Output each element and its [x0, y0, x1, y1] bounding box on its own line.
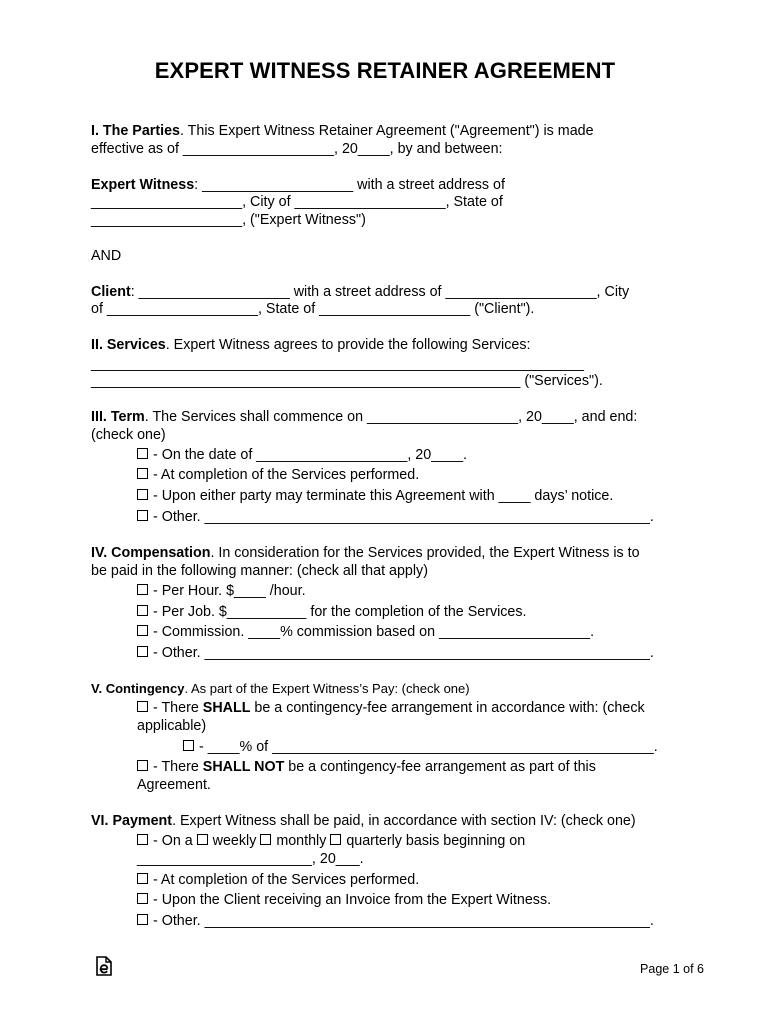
payment-option: - Other. ________________________________________________________. — [137, 912, 737, 930]
checkbox[interactable] — [137, 646, 148, 657]
payment-heading: VI. Payment — [91, 813, 173, 829]
services-line-1: II. Services. Expert Witness agrees to provide the following Services: — [91, 337, 531, 353]
contingency-option-shall-line-2: applicable) — [137, 718, 207, 734]
client-line-1: Client: ___________________ with a street address of ___________________, City — [91, 284, 630, 300]
compensation-heading: IV. Compensation — [91, 545, 211, 561]
compensation-line-1: IV. Compensation. In consideration for the Services provided, the Expert Witness is to — [91, 545, 640, 561]
compensation-option: - Per Hour. $____ /hour. — [137, 582, 737, 600]
checkbox[interactable] — [137, 914, 148, 925]
payment-option-schedule-line-2: ______________________, 20___. — [137, 851, 364, 867]
term-option: - On the date of ___________________, 20____. — [137, 446, 737, 464]
checkbox[interactable] — [137, 448, 148, 459]
checkbox[interactable] — [137, 834, 148, 845]
page-number: Page 1 of 6 — [640, 962, 704, 976]
checkbox[interactable] — [137, 510, 148, 521]
expert-line-1: Expert Witness: ___________________ with a street address of — [91, 177, 505, 193]
expert-label: Expert Witness — [91, 177, 195, 193]
checkbox-quarterly[interactable] — [330, 834, 341, 845]
checkbox[interactable] — [137, 625, 148, 636]
compensation-line-2: be paid in the following manner: (check all that apply) — [91, 563, 428, 579]
payment-option: - At completion of the Services performed. — [137, 871, 737, 889]
expert-line-3: ___________________, ("Expert Witness") — [91, 212, 366, 228]
checkbox-weekly[interactable] — [197, 834, 208, 845]
contingency-option-shall-not-line-2: Agreement. — [137, 777, 211, 793]
services-heading: II. Services — [91, 337, 166, 353]
contingency-line-1: V. Contingency. As part of the Expert Witness’s Pay: (check one) — [91, 681, 470, 696]
checkbox[interactable] — [183, 740, 194, 751]
term-option: - Upon either party may terminate this Agreement with ____ days’ notice. — [137, 487, 737, 505]
contingency-option-shall-not: - There SHALL NOT be a contingency-fee arrangement as part of this — [137, 758, 737, 776]
payment-option: - Upon the Client receiving an Invoice from the Expert Witness. — [137, 891, 737, 909]
and-text: AND — [91, 248, 122, 264]
expert-line-2: ___________________, City of ___________________, State of — [91, 194, 503, 210]
checkbox-monthly[interactable] — [260, 834, 271, 845]
term-option: - At completion of the Services performed. — [137, 466, 737, 484]
checkbox[interactable] — [137, 489, 148, 500]
eforms-logo-icon — [95, 956, 113, 976]
checkbox[interactable] — [137, 873, 148, 884]
term-heading: III. Term — [91, 409, 145, 425]
client-label: Client — [91, 284, 131, 300]
compensation-option: - Per Job. $__________ for the completion of the Services. — [137, 603, 737, 621]
parties-line-1: I. The Parties. This Expert Witness Retainer Agreement ("Agreement") is made — [91, 123, 594, 139]
parties-line-2: effective as of ___________________, 20____, by and between: — [91, 141, 503, 157]
services-line-3: ______________________________________________________ ("Services"). — [91, 373, 603, 389]
checkbox[interactable] — [137, 893, 148, 904]
client-line-2: of ___________________, State of ___________________ ("Client"). — [91, 301, 535, 317]
contingency-option-shall: - There SHALL be a contingency-fee arrangement in accordance with: (check — [137, 699, 737, 717]
compensation-option: - Commission. ____% commission based on ___________________. — [137, 623, 737, 641]
services-line-2: ______________________________________________________________ — [91, 356, 584, 372]
payment-line-1: VI. Payment. Expert Witness shall be paid, in accordance with section IV: (check one) — [91, 813, 636, 829]
contingency-sub-option: - ____% of ________________________________________________. — [183, 738, 770, 756]
payment-option-schedule: - On a weekly monthly quarterly basis beginning on — [137, 832, 737, 850]
term-line-2: (check one) — [91, 427, 166, 443]
term-line-1: III. Term. The Services shall commence on ___________________, 20____, and end: — [91, 409, 638, 425]
contingency-heading: V. Contingency — [91, 681, 185, 696]
checkbox[interactable] — [137, 760, 148, 771]
checkbox[interactable] — [137, 468, 148, 479]
checkbox[interactable] — [137, 701, 148, 712]
parties-heading: I. The Parties — [91, 123, 180, 139]
checkbox[interactable] — [137, 584, 148, 595]
term-option: - Other. ________________________________________________________. — [137, 508, 737, 526]
compensation-option: - Other. ________________________________________________________. — [137, 644, 737, 662]
document-title: EXPERT WITNESS RETAINER AGREEMENT — [154, 58, 616, 83]
checkbox[interactable] — [137, 605, 148, 616]
